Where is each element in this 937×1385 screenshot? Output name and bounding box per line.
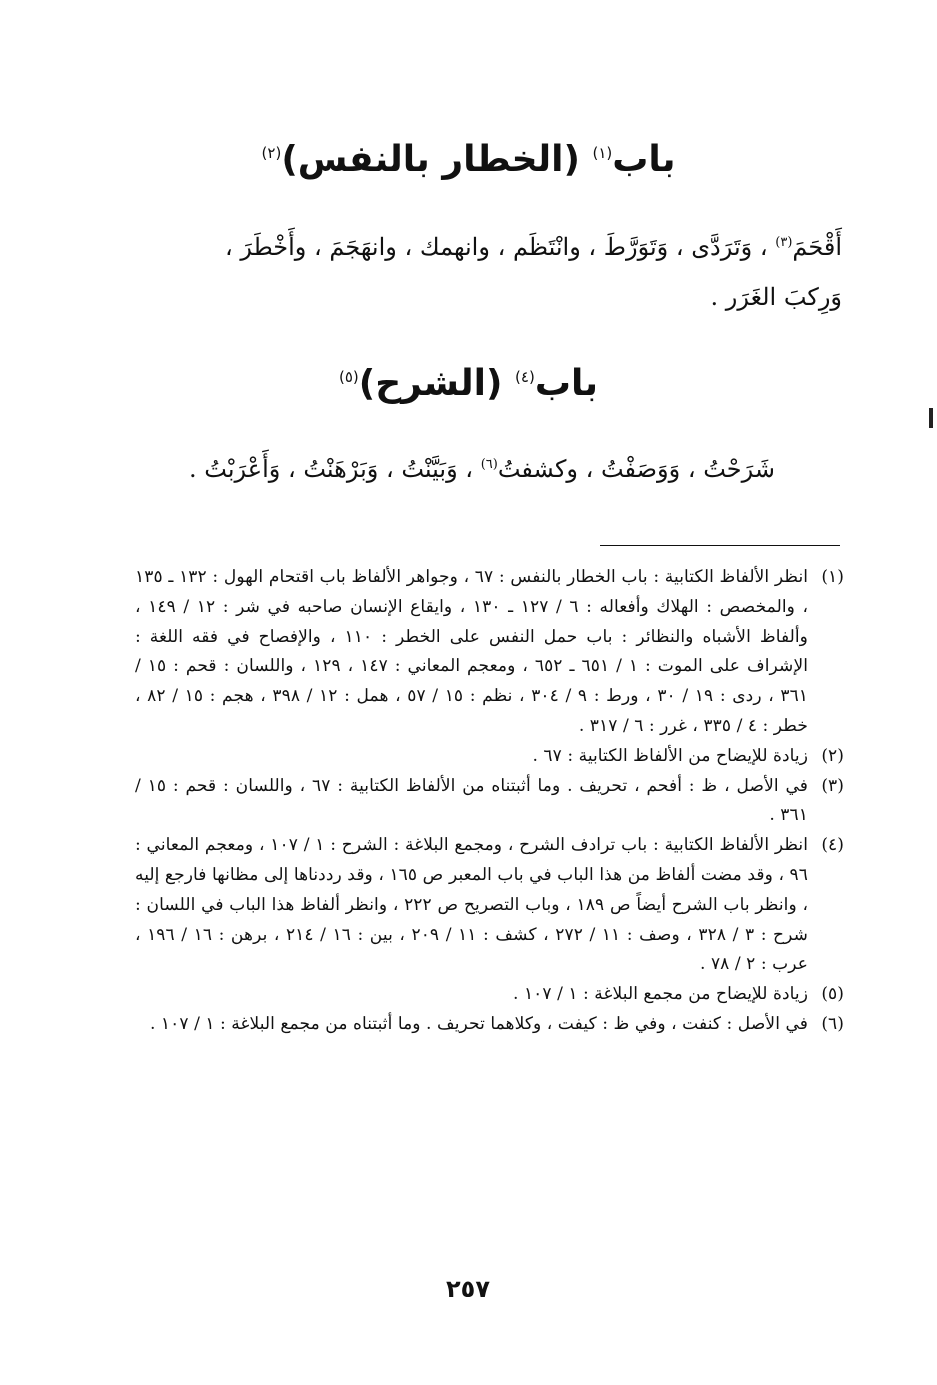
footnote-3 (135, 772, 844, 832)
footnote-number: (١) (821, 567, 844, 587)
footnote-number: (٤) (821, 835, 844, 856)
footnote-4 (135, 831, 844, 980)
heading-title: (الشرح) (358, 363, 503, 404)
footnote-2 (135, 742, 844, 772)
footnote-number: (٦) (821, 1013, 844, 1034)
footnote-number: (٣) (821, 775, 844, 796)
vocabulary-word: أَقْحَمَ (792, 233, 842, 261)
heading-word: باب (612, 139, 676, 180)
vocabulary-words: ، وَتَرَدَّى ، وَتَوَرَّطَ ، وانْتَظَم ، وانهمك ، وانهَجَمَ ، وأَخْطَرَ ، (224, 233, 768, 261)
footnotes-list (135, 563, 844, 1040)
section-heading-khatar (100, 128, 837, 185)
footnote-5 (135, 980, 844, 1010)
footnote-text: انظر الألفاظ الكتابية : باب ترادف الشرح ، ومجمع البلاغة : الشرح : ١ / ١٠٧ ، ومعجم المعاني : ٩٦ ، وقد مضت ألفاظ من هذا الباب في باب المعبر ص ١٦٥ ، وقد رددناها إلى مظانها فارجع إليه ، وانظر باب الشرح أيضاً ص ١٨٩ ، وباب التصريح ص ٢٢٢ ، وانظر ألفاظ هذا الباب في اللسان : شرح : ٣ / ٣٢٨ ، وصف : ١١ / ٢٧٢ ، كشف : ١١ / ٢٠٩ ، بين : ١٦ / ٢١٤ ، برهن : ١٦ / ١٩٦ ، عرب : ٢ / ٧٨ . (135, 835, 808, 975)
footnote-1 (135, 563, 844, 742)
footnote-text: انظر الألفاظ الكتابية : باب الخطار بالنفس : ٦٧ ، وجواهر الألفاظ باب اقتحام الهول : ١٣٢ ـ ١٣٥ ، والمخصص : الهلاك وأفعاله : ٦ / ١٢٧ ـ ١٣٠ ، وايقاع الإنسان صاحبه في شر : ١٢ / ١٤٩ ، وألفاظ الأشباه والنظائر : باب حمل النفس على الخطر : ١١٠ ، والإفصاح في فقه اللغة : الإشراف على الموت : ١ / ٦٥١ ـ ٦٥٢ ، ومعجم المعاني : ١٤٧ ، ١٢٩ ، واللسان : قحم : ١٥ / ٣٦١ ، ردى : ١٩ / ٣٠ ، ورط : ٩ / ٣٠٤ ، نظم : ١٥ / ٥٧ ، همل : ١٢ / ٣٩٨ ، هجم : ١٥ / ٨٢ ، خطر : ٤ / ٣٣٥ ، غرر : ٦ / ٣١٧ . (135, 567, 809, 736)
footnote-ref-6[interactable]: (٦) (480, 457, 498, 472)
footnote-ref-2[interactable]: (٢) (261, 144, 282, 162)
section-heading-sharh (100, 352, 837, 409)
heading-title: (الخطار بالنفس) (281, 139, 580, 180)
heading-word: باب (534, 363, 599, 404)
footnote-text: زيادة للإيضاح من الألفاظ الكتابية : ٦٧ . (532, 745, 808, 766)
footnote-ref-3[interactable]: (٣) (775, 235, 793, 250)
vocabulary-words-cont: ، وَبَيَّنْتُ ، وَبَرْهَنْتُ ، وَأَعْرَبْتُ . (189, 455, 474, 483)
footnote-number: (٢) (821, 745, 844, 766)
footnote-text: في الأصل ، ظ : أفحم ، تحريف . وما أثبتناه من الألفاظ الكتابية : ٦٧ ، واللسان : قحم : ١٥ / ٣٦١ . (135, 775, 808, 826)
footnote-text: في الأصل : كنفت ، وفي ظ : كيفت ، وكلاهما تحريف . وما أثبتناه من مجمع البلاغة : ١ / ١٠٧ . (149, 1013, 808, 1034)
scan-edge-mark (929, 408, 933, 428)
page-number: ٢٥٧ (446, 1275, 490, 1303)
footnote-ref-4[interactable]: (٤) (515, 368, 535, 386)
footnote-divider (600, 545, 840, 546)
footnote-ref-5[interactable]: (٥) (338, 368, 359, 386)
footnote-text: زيادة للإيضاح من مجمع البلاغة : ١ / ١٠٧ . (513, 984, 808, 1005)
footnote-number: (٥) (821, 984, 844, 1005)
vocabulary-words: شَرَحْتُ ، وَوَصَفْتُ ، وكشفتُ (497, 455, 775, 483)
vocabulary-list-khatar (130, 218, 842, 322)
vocabulary-list-sharh (130, 440, 775, 494)
footnote-6 (135, 1010, 844, 1040)
vocabulary-words-cont: وَرِكبَ الغَرَر . (710, 283, 842, 311)
footnote-ref-1[interactable]: (١) (592, 144, 613, 162)
